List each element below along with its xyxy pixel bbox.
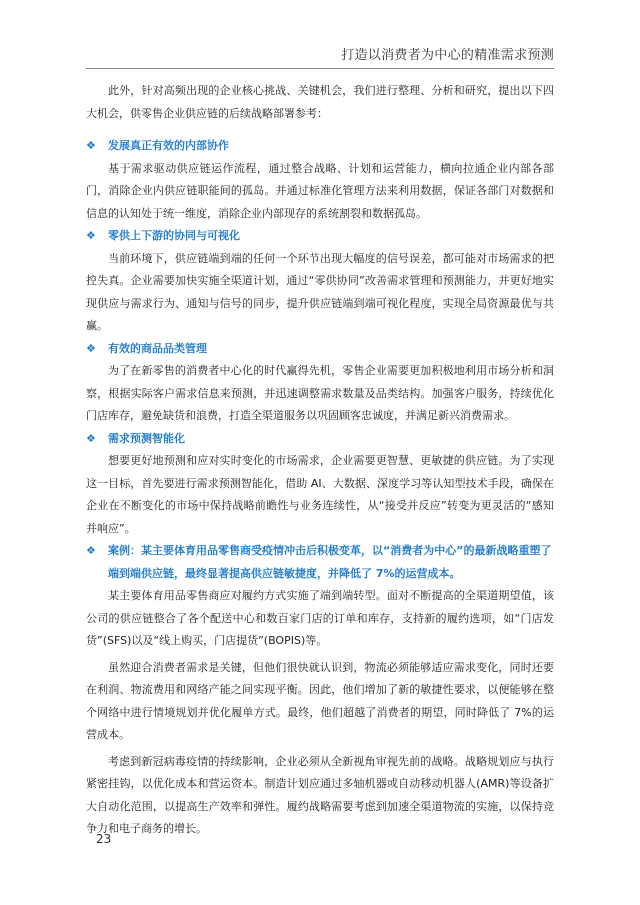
running-header-title: 打造以消费者为中心的精准需求预测 [341, 48, 554, 63]
header-divider [86, 68, 554, 69]
page-number: 23 [96, 832, 112, 846]
section-paragraph: 为了在新零售的消费者中心化的时代赢得先机，零售企业需要更加积极地利用市场分析和洞察，根据实际客户需求信息来预测，并迅速调整需求数量及品类结构。加强客户服务，持续优化门店库存，避免缺货和浪费，打造全渠道服务以巩固顾客忠诚度，并满足新兴消费需求。 [86, 364, 554, 422]
diamond-bullet-icon: ❖ [86, 229, 96, 242]
case-study-paragraph: 虽然迎合消费者需求是关键，但他们很快就认识到，物流必须能够适应需求变化，同时还要在利润、物流费用和网络产能之间实现平衡。因此，他们增加了新的敏捷性要求，以便能够在整个网络中进行情境规划并优化履单方式。最终，他们超越了消费者的期望，同时降低了 7%的运营成本。 [86, 660, 554, 741]
section-heading-category-management [86, 338, 554, 361]
section-paragraph: 当前环境下，供应链端到端的任何一个环节出现大幅度的信号误差，都可能对市场需求的把控失真。企业需要加快实施全渠道计划，通过“零供协同”改善需求管理和预测能力，并更好地实现供应与需求行为、通知与信号的同步，提升供应链端到端可视化程度，实现全局资源最优与共赢。 [86, 251, 554, 332]
section-heading-intelligent-forecasting [86, 428, 554, 451]
intro-paragraph: 此外，针对高频出现的企业核心挑战、关键机会，我们进行整理、分析和研究，提出以下四大机会，供零售企业供应链的后续战略部署参考： [86, 84, 554, 120]
section-heading-text: 有效的商品品类管理 [108, 341, 207, 355]
page-body [86, 80, 554, 841]
section-heading-text: 发展真正有效的内部协作 [108, 139, 229, 152]
case-study-heading-text: 案例：某主要体育用品零售商受疫情冲击后积极变革，以“消费者为中心”的最新战略重塑了端到端供应链，最终显著提高供应链敏捷度，并降低了 7%的运营成本。 [108, 544, 552, 580]
diamond-bullet-icon: ❖ [86, 431, 96, 445]
section-heading-text: 零供上下游的协同与可视化 [108, 229, 240, 242]
section-paragraph: 想要更好地预测和应对实时变化的市场需求，企业需要更智慧、更敏捷的供应链。为了实现这一目标，首先要进行需求预测智能化，借助 AI、大数据、深度学习等认知型技术手段，确保在企业在不断变化的市场中保持战略前瞻性与业务连续性，从“接受并反应”转变为更灵活的“感知并响应”。 [86, 454, 554, 535]
section-heading-text: 需求预测智能化 [108, 431, 185, 445]
diamond-bullet-icon: ❖ [86, 139, 96, 152]
case-study-heading [86, 540, 554, 585]
section-heading-internal-collaboration [86, 135, 554, 158]
diamond-bullet-icon: ❖ [86, 341, 96, 355]
diamond-bullet-icon: ❖ [86, 544, 96, 557]
section-paragraph: 基于需求驱动供应链运作流程，通过整合战略、计划和运营能力，横向拉通企业内部各部门，消除企业内供应链职能间的孤岛。并通过标准化管理方法来利用数据，保证各部门对数据和信息的认知处于统一维度，消除企业内部现存的系统割裂和数据孤岛。 [86, 161, 554, 220]
section-heading-supply-collaboration [86, 225, 554, 248]
case-study-paragraph: 某主要体育用品零售商应对履约方式实施了端到端转型。面对不断提高的全渠道期望值，该公司的供应链整合了各个配送中心和数百家门店的订单和库存，支持新的履约选项，如“门店发货”(SFS)以及“线上购买，门店提货”(BOPIS)等。 [86, 589, 554, 647]
case-study-paragraph: 考虑到新冠病毒疫情的持续影响，企业必须从全新视角审视先前的战略。战略规划应与执行紧密挂钩，以优化成本和营运资本。制造计划应通过多轴机器或自动移动机器人(AMR)等设备扩大自动化范围，以提高生产效率和弹性。履约战略需要考虑到加速全渠道物流的实施，以保持竞争力和电子商务的增长。 [86, 754, 554, 835]
